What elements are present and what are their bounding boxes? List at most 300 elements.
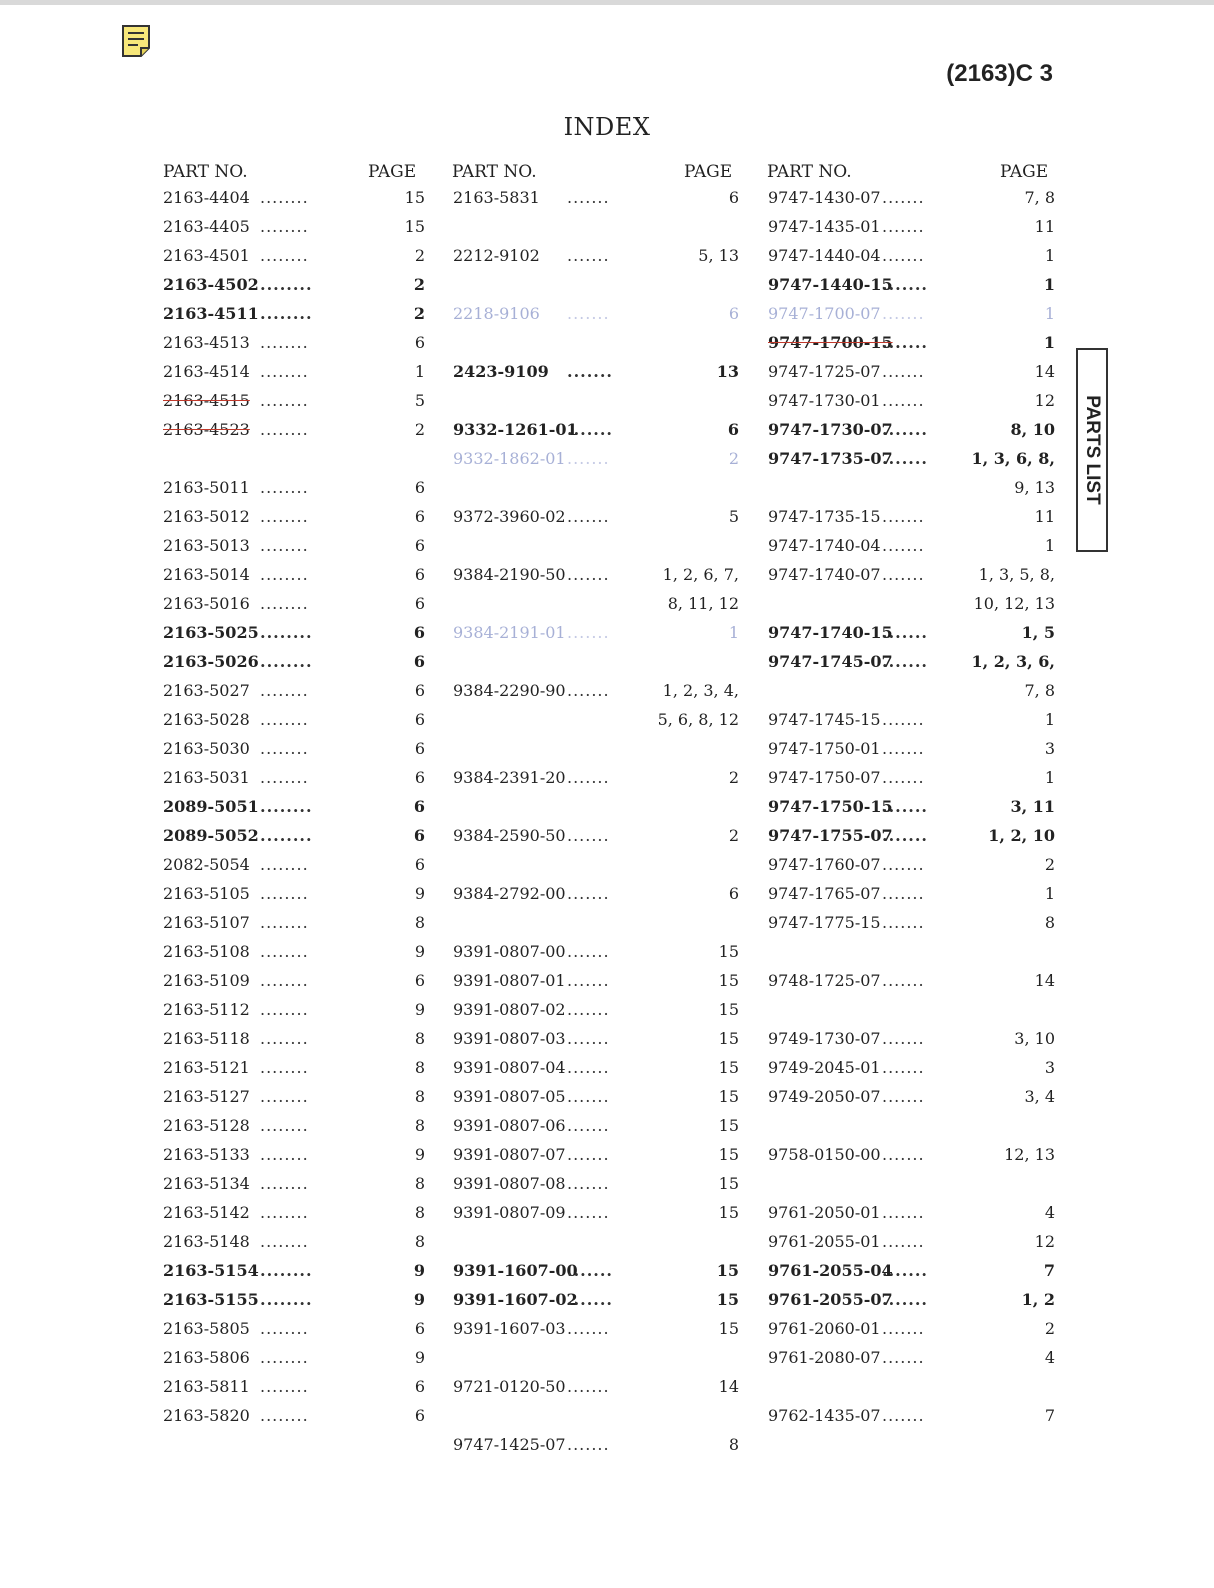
index-row xyxy=(453,942,739,971)
leader-dots: ....... xyxy=(567,1377,610,1396)
part-number: 9747-1745-15 xyxy=(768,710,881,729)
leader-dots: ....... xyxy=(567,362,613,381)
index-row xyxy=(163,710,425,739)
page-reference: 1, 2, 6, 7, xyxy=(662,565,739,584)
page-reference: 8 xyxy=(414,1058,425,1077)
part-number: 2163-5016 xyxy=(163,594,250,613)
leader-dots: ........ xyxy=(260,507,309,526)
page-reference: 3 xyxy=(1044,1058,1055,1077)
leader-dots: ....... xyxy=(567,826,610,845)
page-reference: 2 xyxy=(728,768,739,787)
index-row xyxy=(453,1029,739,1058)
leader-dots: ....... xyxy=(882,1232,925,1251)
page-reference: 14 xyxy=(1034,971,1055,990)
leader-dots: ........ xyxy=(260,681,309,700)
leader-dots: ....... xyxy=(882,826,928,845)
leader-dots: ........ xyxy=(260,391,309,410)
leader-dots: ....... xyxy=(567,304,610,323)
page-reference: 2 xyxy=(1044,855,1055,874)
index-row xyxy=(768,623,1055,652)
part-number: 9391-0807-05 xyxy=(453,1087,566,1106)
index-row xyxy=(453,1319,739,1348)
leader-dots: ....... xyxy=(882,1348,925,1367)
page-reference: 15 xyxy=(718,1174,739,1193)
page-reference: 1 xyxy=(1043,275,1055,294)
leader-dots: ....... xyxy=(567,1087,610,1106)
document-code: (2163)C 3 xyxy=(946,60,1053,87)
index-row xyxy=(453,855,739,884)
page-reference: 1, 2, 10 xyxy=(988,826,1055,845)
leader-dots: ....... xyxy=(882,449,928,468)
page-reference: 6 xyxy=(414,971,425,990)
leader-dots: ....... xyxy=(567,1116,610,1135)
page-reference: 1, 2, 3, 4, xyxy=(662,681,739,700)
page-reference: 6 xyxy=(413,623,425,642)
page-reference: 6 xyxy=(414,594,425,613)
index-column-1 xyxy=(163,188,425,1435)
page-reference: 1, 2, 3, 6, xyxy=(971,652,1055,671)
index-row xyxy=(163,1174,425,1203)
page-reference: 1 xyxy=(1044,884,1055,903)
leader-dots: ....... xyxy=(567,1145,610,1164)
page-reference: 6 xyxy=(414,855,425,874)
leader-dots: ........ xyxy=(260,1087,309,1106)
part-number: 9747-1755-07 xyxy=(768,826,893,845)
page-reference: 6 xyxy=(414,681,425,700)
index-row xyxy=(163,826,425,855)
index-row xyxy=(163,855,425,884)
index-row xyxy=(163,1406,425,1435)
part-number: 9391-1607-03 xyxy=(453,1319,566,1338)
index-row xyxy=(453,1348,739,1377)
part-number: 9747-1435-01 xyxy=(768,217,881,236)
leader-dots: ....... xyxy=(882,391,925,410)
page-reference: 15 xyxy=(718,942,739,961)
index-row xyxy=(768,1319,1055,1348)
part-number: 9761-2060-01 xyxy=(768,1319,881,1338)
leader-dots: ........ xyxy=(260,188,309,207)
page-reference: 9, 13 xyxy=(1014,478,1055,497)
leader-dots: ....... xyxy=(567,1290,613,1309)
part-number: 9747-1700-15 xyxy=(768,333,893,352)
index-row xyxy=(768,1377,1055,1406)
index-row xyxy=(768,275,1055,304)
index-row xyxy=(163,1319,425,1348)
index-row xyxy=(163,1058,425,1087)
index-row xyxy=(163,275,425,304)
leader-dots: ........ xyxy=(260,1174,309,1193)
page-reference: 1 xyxy=(728,623,739,642)
index-row xyxy=(768,594,1055,623)
part-number: 2163-5133 xyxy=(163,1145,250,1164)
page-reference: 8 xyxy=(1044,913,1055,932)
part-number: 9391-1607-02 xyxy=(453,1290,578,1309)
part-number: 9761-2080-07 xyxy=(768,1348,881,1367)
page-reference: 1, 3, 5, 8, xyxy=(978,565,1055,584)
index-row xyxy=(453,739,739,768)
index-row xyxy=(768,188,1055,217)
index-row xyxy=(768,971,1055,1000)
leader-dots: ........ xyxy=(260,246,309,265)
part-number: 2163-4501 xyxy=(163,246,250,265)
page-reference: 15 xyxy=(718,1058,739,1077)
leader-dots: ........ xyxy=(260,1319,309,1338)
index-row xyxy=(768,739,1055,768)
part-number: 9391-0807-01 xyxy=(453,971,566,990)
page-reference: 6 xyxy=(413,652,425,671)
page-reference: 15 xyxy=(718,971,739,990)
page-reference: 11 xyxy=(1034,507,1055,526)
part-number: 2163-5112 xyxy=(163,1000,250,1019)
leader-dots: ........ xyxy=(260,594,309,613)
part-number: 2163-4502 xyxy=(163,275,259,294)
page-reference: 15 xyxy=(718,1319,739,1338)
leader-dots: ........ xyxy=(260,855,309,874)
part-number: 9761-2055-01 xyxy=(768,1232,881,1251)
index-row xyxy=(453,217,739,246)
index-row xyxy=(768,449,1055,478)
part-number: 2163-5026 xyxy=(163,652,259,671)
page-reference: 12 xyxy=(1034,1232,1055,1251)
col2-header-page: PAGE xyxy=(684,162,733,182)
index-row xyxy=(163,884,425,913)
page-reference: 6 xyxy=(413,826,425,845)
part-number: 2163-5128 xyxy=(163,1116,250,1135)
leader-dots: ....... xyxy=(567,971,610,990)
index-row xyxy=(163,971,425,1000)
index-row xyxy=(768,1087,1055,1116)
part-number: 9747-1425-07 xyxy=(453,1435,566,1454)
leader-dots: ....... xyxy=(567,1029,610,1048)
index-row xyxy=(768,420,1055,449)
page-reference: 6 xyxy=(414,507,425,526)
part-number: 2163-5127 xyxy=(163,1087,250,1106)
page-reference: 8 xyxy=(414,913,425,932)
index-row xyxy=(453,1261,739,1290)
leader-dots: ........ xyxy=(260,565,309,584)
index-row xyxy=(768,1116,1055,1145)
part-number: 2163-5013 xyxy=(163,536,250,555)
page-reference: 6 xyxy=(414,565,425,584)
index-row xyxy=(453,478,739,507)
leader-dots: ....... xyxy=(882,304,925,323)
leader-dots: ....... xyxy=(882,797,928,816)
leader-dots: ....... xyxy=(882,652,928,671)
index-row xyxy=(768,1029,1055,1058)
leader-dots: ....... xyxy=(567,1261,613,1280)
index-row xyxy=(768,1406,1055,1435)
index-row xyxy=(453,1087,739,1116)
page-reference: 6 xyxy=(414,1377,425,1396)
part-number: 9747-1730-07 xyxy=(768,420,893,439)
leader-dots: ........ xyxy=(260,1145,309,1164)
leader-dots: ........ xyxy=(260,913,309,932)
page-reference: 8 xyxy=(414,1203,425,1222)
page-reference: 8, 10 xyxy=(1010,420,1055,439)
page-reference: 9 xyxy=(414,884,425,903)
leader-dots: ........ xyxy=(260,942,309,961)
leader-dots: ........ xyxy=(260,217,309,236)
index-row xyxy=(453,710,739,739)
page-reference: 8 xyxy=(414,1087,425,1106)
index-row xyxy=(768,362,1055,391)
page-reference: 3 xyxy=(1044,739,1055,758)
part-number: 9747-1765-07 xyxy=(768,884,881,903)
page-reference: 2 xyxy=(728,449,739,468)
part-number: 2163-5154 xyxy=(163,1261,259,1280)
page-reference: 1 xyxy=(1044,768,1055,787)
page-reference: 2 xyxy=(413,275,425,294)
part-number: 9749-2045-01 xyxy=(768,1058,881,1077)
part-number: 2163-5107 xyxy=(163,913,250,932)
index-row xyxy=(163,681,425,710)
page-reference: 9 xyxy=(414,1348,425,1367)
part-number: 9747-1440-04 xyxy=(768,246,881,265)
part-number: 9758-0150-00 xyxy=(768,1145,881,1164)
page-reference: 6 xyxy=(414,1319,425,1338)
index-row xyxy=(768,681,1055,710)
leader-dots: ....... xyxy=(882,1290,928,1309)
part-number: 9747-1750-15 xyxy=(768,797,893,816)
part-number: 9391-0807-08 xyxy=(453,1174,566,1193)
part-number: 9747-1730-01 xyxy=(768,391,881,410)
index-column-3 xyxy=(768,188,1055,1435)
index-row xyxy=(768,1261,1055,1290)
part-number: 9748-1725-07 xyxy=(768,971,881,990)
part-number: 9747-1750-07 xyxy=(768,768,881,787)
index-row xyxy=(163,797,425,826)
leader-dots: ....... xyxy=(882,768,925,787)
page-reference: 6 xyxy=(728,884,739,903)
index-row xyxy=(163,1290,425,1319)
leader-dots: ........ xyxy=(260,623,313,642)
leader-dots: ....... xyxy=(567,507,610,526)
leader-dots: ....... xyxy=(882,507,925,526)
index-row xyxy=(453,536,739,565)
index-row xyxy=(163,449,425,478)
part-number: 2163-5142 xyxy=(163,1203,250,1222)
leader-dots: ....... xyxy=(882,855,925,874)
col1-header-page: PAGE xyxy=(368,162,417,182)
index-row xyxy=(768,768,1055,797)
part-number: 2163-5831 xyxy=(453,188,540,207)
leader-dots: ........ xyxy=(260,1290,313,1309)
index-row xyxy=(163,768,425,797)
leader-dots: ....... xyxy=(882,333,928,352)
part-number: 9747-1430-07 xyxy=(768,188,881,207)
part-number: 2163-4513 xyxy=(163,333,250,352)
leader-dots: ....... xyxy=(567,420,613,439)
index-row xyxy=(768,1000,1055,1029)
col1-header-part: PART NO. xyxy=(163,162,248,182)
page-reference: 15 xyxy=(404,188,425,207)
page-reference: 7, 8 xyxy=(1024,188,1055,207)
leader-dots: ........ xyxy=(260,304,313,323)
index-row xyxy=(453,275,739,304)
leader-dots: ....... xyxy=(567,884,610,903)
leader-dots: ........ xyxy=(260,826,313,845)
part-number: 9391-0807-04 xyxy=(453,1058,566,1077)
part-number: 2163-5148 xyxy=(163,1232,250,1251)
part-number: 9384-2191-01 xyxy=(453,623,566,642)
part-number: 2163-5011 xyxy=(163,478,250,497)
page-reference: 15 xyxy=(718,1203,739,1222)
page-reference: 13 xyxy=(716,362,739,381)
part-number: 9749-2050-07 xyxy=(768,1087,881,1106)
leader-dots: ....... xyxy=(882,217,925,236)
part-number: 2163-5806 xyxy=(163,1348,250,1367)
part-number: 9747-1740-15 xyxy=(768,623,893,642)
leader-dots: ....... xyxy=(567,1058,610,1077)
leader-dots: ........ xyxy=(260,1203,309,1222)
part-number: 9391-0807-03 xyxy=(453,1029,566,1048)
page-reference: 8 xyxy=(414,1029,425,1048)
leader-dots: ....... xyxy=(882,275,928,294)
leader-dots: ....... xyxy=(882,1087,925,1106)
leader-dots: ........ xyxy=(260,275,313,294)
index-row xyxy=(768,1203,1055,1232)
page-reference: 1 xyxy=(414,362,425,381)
leader-dots: ....... xyxy=(882,536,925,555)
part-number: 9747-1735-07 xyxy=(768,449,893,468)
page-reference: 4 xyxy=(1044,1203,1055,1222)
leader-dots: ....... xyxy=(567,768,610,787)
index-row xyxy=(453,681,739,710)
index-row xyxy=(768,333,1055,362)
index-row xyxy=(453,420,739,449)
index-row xyxy=(453,449,739,478)
page-reference: 3, 11 xyxy=(1010,797,1055,816)
part-number: 2163-5155 xyxy=(163,1290,259,1309)
index-row xyxy=(163,623,425,652)
index-row xyxy=(453,652,739,681)
index-row xyxy=(163,1203,425,1232)
index-row xyxy=(163,391,425,420)
index-row xyxy=(163,1261,425,1290)
part-number: 9747-1745-07 xyxy=(768,652,893,671)
page-reference: 7 xyxy=(1043,1261,1055,1280)
index-row xyxy=(453,623,739,652)
part-number: 9761-2055-04 xyxy=(768,1261,893,1280)
index-row xyxy=(163,217,425,246)
page-reference: 6 xyxy=(414,333,425,352)
page-reference: 8 xyxy=(414,1174,425,1193)
page-reference: 1, 2 xyxy=(1021,1290,1055,1309)
leader-dots: ....... xyxy=(882,246,925,265)
page-reference: 2 xyxy=(414,246,425,265)
page-reference: 1 xyxy=(1044,710,1055,729)
leader-dots: ....... xyxy=(882,710,925,729)
part-number: 2089-5051 xyxy=(163,797,259,816)
part-number: 9384-2590-50 xyxy=(453,826,566,845)
leader-dots: ....... xyxy=(882,623,928,642)
page-reference: 6 xyxy=(728,188,739,207)
page-reference: 2 xyxy=(1044,1319,1055,1338)
part-number: 2218-9106 xyxy=(453,304,540,323)
page-reference: 5, 13 xyxy=(698,246,739,265)
index-row xyxy=(768,1174,1055,1203)
leader-dots: ........ xyxy=(260,1058,309,1077)
leader-dots: ........ xyxy=(260,652,313,671)
index-row xyxy=(768,217,1055,246)
part-number: 2163-4523 xyxy=(163,420,250,439)
index-row xyxy=(453,304,739,333)
page-reference: 6 xyxy=(413,797,425,816)
index-row xyxy=(768,536,1055,565)
page-reference: 3, 10 xyxy=(1014,1029,1055,1048)
part-number: 2163-5027 xyxy=(163,681,250,700)
part-number: 9747-1700-07 xyxy=(768,304,881,323)
page-reference: 2 xyxy=(728,826,739,845)
index-row xyxy=(453,1435,739,1464)
leader-dots: ....... xyxy=(882,188,925,207)
page-reference: 1 xyxy=(1043,333,1055,352)
page-reference: 15 xyxy=(718,1029,739,1048)
part-number: 2423-9109 xyxy=(453,362,549,381)
index-row xyxy=(163,362,425,391)
page-reference: 6 xyxy=(414,1406,425,1425)
index-row xyxy=(453,971,739,1000)
part-number: 2089-5052 xyxy=(163,826,259,845)
page-reference: 10, 12, 13 xyxy=(973,594,1055,613)
index-row xyxy=(453,1377,739,1406)
leader-dots: ....... xyxy=(882,884,925,903)
index-row xyxy=(163,246,425,275)
index-row xyxy=(453,507,739,536)
index-row xyxy=(163,1000,425,1029)
index-row xyxy=(768,884,1055,913)
page-reference: 15 xyxy=(718,1116,739,1135)
leader-dots: ........ xyxy=(260,884,309,903)
page-reference: 2 xyxy=(413,304,425,323)
note-icon[interactable] xyxy=(121,24,151,58)
index-row xyxy=(768,1290,1055,1319)
index-row xyxy=(453,1145,739,1174)
page-reference: 15 xyxy=(716,1290,739,1309)
part-number: 9391-0807-07 xyxy=(453,1145,566,1164)
leader-dots: ........ xyxy=(260,710,309,729)
leader-dots: ........ xyxy=(260,768,309,787)
leader-dots: ........ xyxy=(260,1116,309,1135)
part-number: 9747-1775-15 xyxy=(768,913,881,932)
page-reference: 7, 8 xyxy=(1024,681,1055,700)
part-number: 9384-2391-20 xyxy=(453,768,566,787)
index-row xyxy=(768,913,1055,942)
leader-dots: ....... xyxy=(567,449,610,468)
leader-dots: ........ xyxy=(260,1261,313,1280)
part-number: 9391-0807-09 xyxy=(453,1203,566,1222)
part-number: 2082-5054 xyxy=(163,855,250,874)
index-row xyxy=(768,855,1055,884)
leader-dots: ........ xyxy=(260,971,309,990)
leader-dots: ........ xyxy=(260,1232,309,1251)
leader-dots: ....... xyxy=(567,188,610,207)
leader-dots: ....... xyxy=(567,1203,610,1222)
part-number: 2163-5820 xyxy=(163,1406,250,1425)
index-row xyxy=(163,1087,425,1116)
part-number: 9747-1740-07 xyxy=(768,565,881,584)
page-reference: 9 xyxy=(414,1145,425,1164)
part-number: 2163-5025 xyxy=(163,623,259,642)
page-reference: 14 xyxy=(718,1377,739,1396)
part-number: 2163-4514 xyxy=(163,362,250,381)
page-reference: 9 xyxy=(414,1000,425,1019)
page-reference: 6 xyxy=(414,739,425,758)
index-row xyxy=(768,478,1055,507)
page-reference: 15 xyxy=(716,1261,739,1280)
page-reference: 1, 5 xyxy=(1021,623,1055,642)
part-number: 2163-5134 xyxy=(163,1174,250,1193)
